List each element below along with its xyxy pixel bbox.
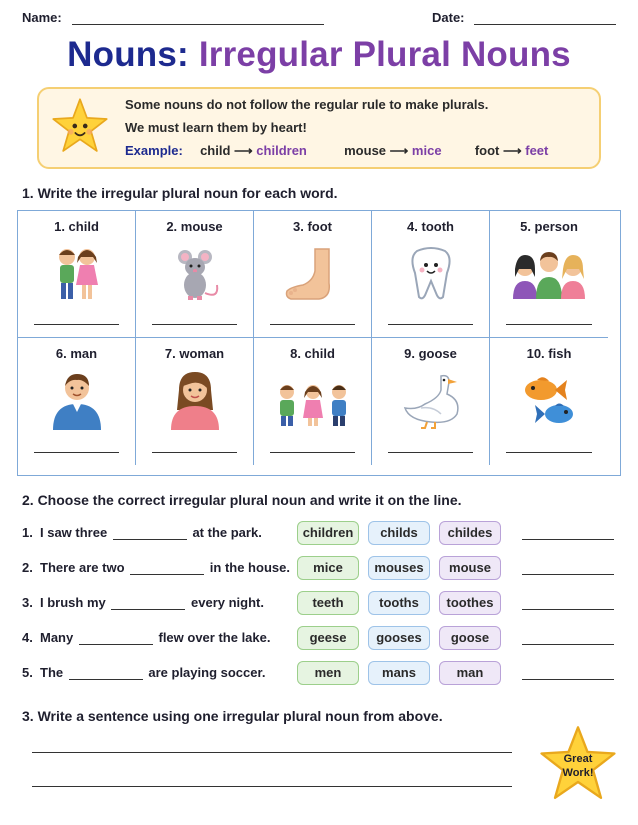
answer-line[interactable] — [506, 452, 592, 453]
sentence-after: flew over the lake. — [158, 630, 271, 645]
sentence-before: I brush my — [40, 595, 106, 610]
word-card — [136, 211, 254, 338]
option-button[interactable]: goose — [439, 626, 501, 650]
sentence-before: The — [40, 665, 64, 680]
option-button[interactable]: mans — [368, 661, 430, 685]
answer-line[interactable] — [34, 324, 119, 325]
option-button[interactable]: tooths — [368, 591, 430, 615]
answer-line[interactable] — [522, 644, 614, 645]
sentence-before: There are two — [40, 560, 125, 575]
date-line[interactable] — [474, 24, 616, 25]
answer-line[interactable] — [388, 452, 473, 453]
word-card — [490, 338, 608, 465]
sentence — [40, 630, 270, 645]
word-card — [18, 338, 136, 465]
option-button[interactable]: childes — [439, 521, 501, 545]
word-card — [372, 338, 490, 465]
option-button[interactable]: gooses — [368, 626, 430, 650]
option-button[interactable]: children — [297, 521, 359, 545]
sentence-after: at the park. — [192, 525, 262, 540]
writing-line[interactable] — [32, 752, 512, 753]
sentence-blank[interactable] — [79, 633, 153, 645]
arrow-icon: ⟶ — [234, 143, 253, 158]
option-button[interactable]: toothes — [439, 591, 501, 615]
name-line[interactable] — [72, 24, 324, 25]
header-fields — [22, 10, 616, 30]
man-icon — [37, 370, 117, 430]
word-label: 8. child — [290, 346, 335, 361]
mouse-icon — [155, 243, 235, 303]
answer-line[interactable] — [522, 574, 614, 575]
sentence-before: I saw three — [40, 525, 108, 540]
example-singular: mouse — [344, 143, 387, 158]
answer-line[interactable] — [506, 324, 592, 325]
goose-icon — [391, 370, 471, 430]
option-button[interactable]: mouses — [368, 556, 430, 580]
word-label: 4. tooth — [407, 219, 454, 234]
badge-text-2: Work! — [562, 767, 594, 779]
rule-info-box — [37, 87, 601, 169]
option-button[interactable]: men — [297, 661, 359, 685]
date-label: Date: — [432, 10, 465, 25]
word-label: 3. foot — [293, 219, 332, 234]
sentence — [40, 665, 265, 680]
example-row — [125, 143, 548, 159]
example-plural: mice — [411, 143, 442, 158]
word-grid — [17, 210, 621, 476]
three-people-icon — [509, 243, 589, 303]
info-line-1: Some nouns do not follow the regular rule to make plurals. — [125, 97, 489, 112]
fish-icon — [509, 370, 589, 430]
smiling-star-icon — [51, 97, 109, 155]
answer-line[interactable] — [152, 324, 237, 325]
row-number: 5. — [22, 665, 33, 680]
section2-heading: 2. Choose the correct irregular plural noun and write it on the line. — [22, 492, 462, 508]
example-singular: foot — [474, 143, 500, 158]
example-label: Example: — [125, 143, 183, 158]
info-line-2: We must learn them by heart! — [125, 120, 307, 135]
arrow-icon: ⟶ — [502, 143, 522, 158]
answer-line[interactable] — [270, 452, 355, 453]
answer-line[interactable] — [522, 679, 614, 680]
word-label: 7. woman — [164, 346, 225, 361]
two-children-icon — [37, 243, 117, 303]
answer-line[interactable] — [522, 609, 614, 610]
sentence-blank[interactable] — [113, 528, 187, 540]
option-button[interactable]: mouse — [439, 556, 501, 580]
writing-line[interactable] — [32, 786, 512, 787]
word-label: 10. fish — [526, 346, 572, 361]
option-button[interactable]: childs — [368, 521, 430, 545]
row-number: 1. — [22, 525, 33, 540]
example-plural: children — [256, 143, 307, 158]
option-button[interactable]: mice — [297, 556, 359, 580]
word-card — [490, 211, 608, 338]
answer-line[interactable] — [34, 452, 119, 453]
badge-text-1: Great — [563, 753, 593, 765]
section1-heading: 1. Write the irregular plural noun for each word. — [22, 185, 338, 201]
sentence-blank[interactable] — [111, 598, 185, 610]
sentence-row — [22, 591, 622, 615]
foot-icon — [273, 243, 353, 303]
answer-line[interactable] — [388, 324, 473, 325]
answer-line[interactable] — [152, 452, 237, 453]
row-number: 3. — [22, 595, 33, 610]
sentence-row — [22, 521, 622, 545]
title-part2: Irregular Plural Nouns — [198, 35, 571, 74]
word-label: 6. man — [55, 346, 98, 361]
name-label: Name: — [22, 10, 62, 25]
sentence-blank[interactable] — [130, 563, 204, 575]
word-label: 1. child — [54, 219, 99, 234]
word-card — [372, 211, 490, 338]
arrow-icon: ⟶ — [389, 143, 409, 158]
tooth-icon — [391, 243, 471, 303]
word-card — [254, 338, 372, 465]
row-number: 4. — [22, 630, 33, 645]
word-card — [18, 211, 136, 338]
sentence-row — [22, 661, 622, 685]
sentence-row — [22, 556, 622, 580]
example-plural: feet — [525, 143, 549, 158]
answer-line[interactable] — [522, 539, 614, 540]
three-children-icon — [273, 370, 353, 430]
sentence-after: are playing soccer. — [148, 665, 266, 680]
sentence — [40, 560, 290, 575]
sentence-before: Many — [40, 630, 74, 645]
word-label: 9. goose — [404, 346, 457, 361]
sentence-after: every night. — [191, 595, 264, 610]
word-card — [136, 338, 254, 465]
example-singular: child — [200, 143, 231, 158]
option-button[interactable]: man — [439, 661, 501, 685]
woman-icon — [155, 370, 235, 430]
word-label: 5. person — [520, 219, 578, 234]
row-number: 2. — [22, 560, 33, 575]
section3-heading: 3. Write a sentence using one irregular plural noun from above. — [22, 708, 443, 724]
sentence-blank[interactable] — [69, 668, 143, 680]
page-title — [0, 35, 638, 75]
sentence-row — [22, 626, 622, 650]
sentence-after: in the house. — [209, 560, 290, 575]
sentence — [40, 525, 262, 540]
word-label: 2. mouse — [166, 219, 223, 234]
option-button[interactable]: geese — [297, 626, 359, 650]
title-part1: Nouns: — [67, 35, 189, 74]
answer-line[interactable] — [270, 324, 355, 325]
option-button[interactable]: teeth — [297, 591, 359, 615]
sentence — [40, 595, 264, 610]
word-card — [254, 211, 372, 338]
